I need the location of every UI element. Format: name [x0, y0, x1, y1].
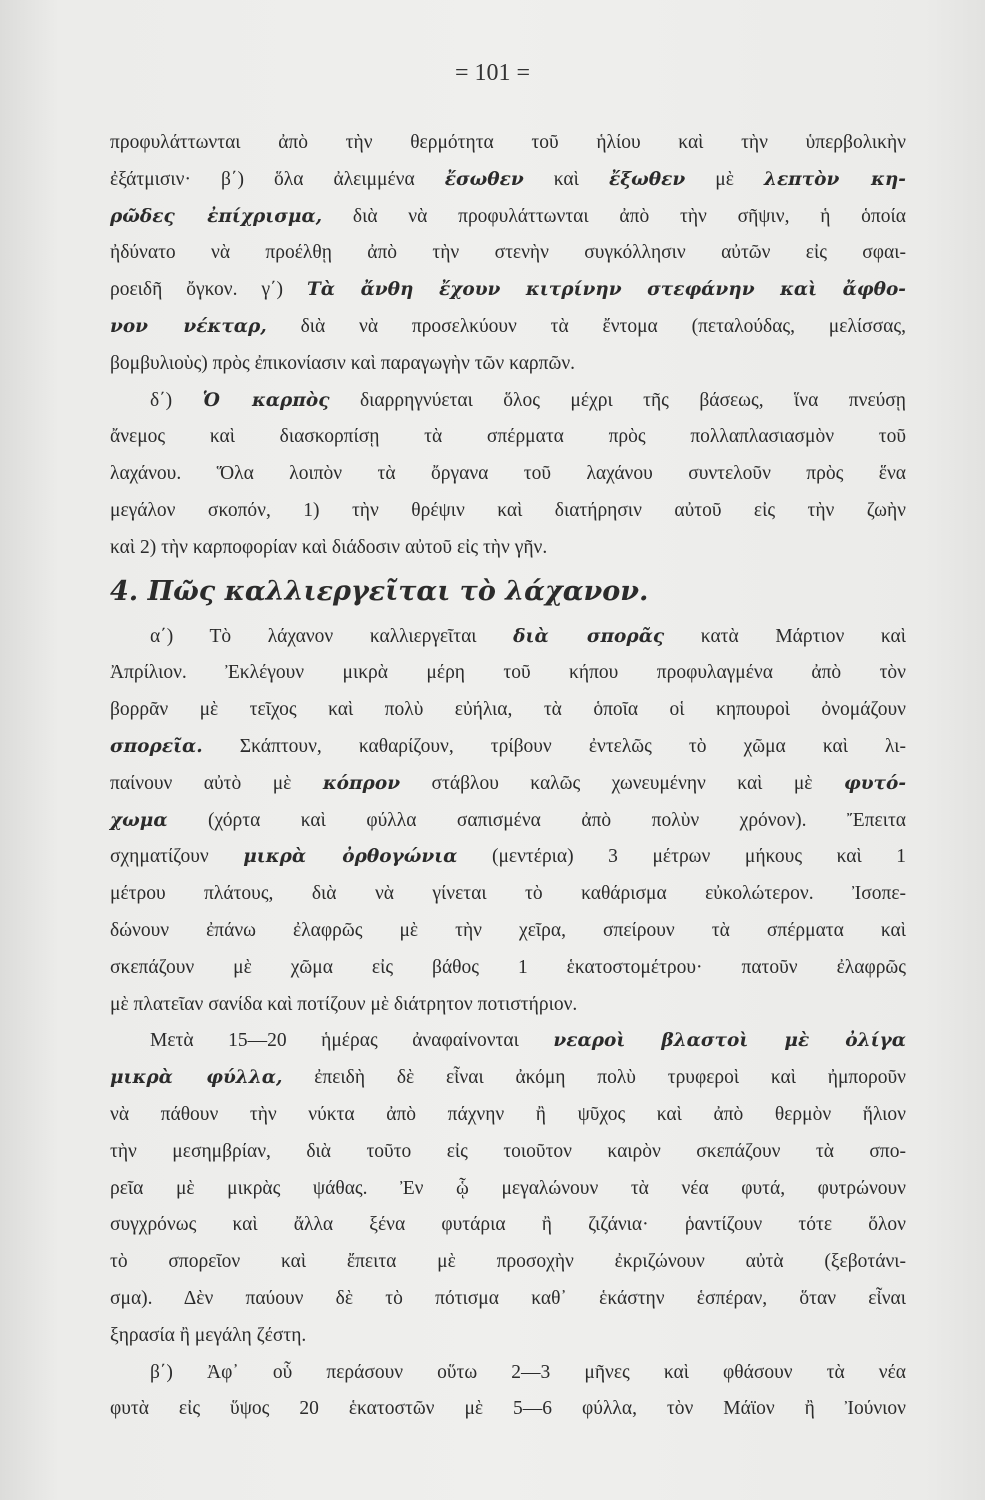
text-segment: προφυλάττωνται ἀπὸ τὴν θερμότητα τοῦ ἡλίου καὶ τὴν ὑπερβολικὴν [110, 132, 906, 153]
text-segment: β΄) Ἀφ᾽ οὗ περάσουν οὕτω 2—3 μῆνες καὶ φθάσουν τὰ νέα [150, 1361, 906, 1383]
text-segment: λαχάνου. Ὅλα λοιπὸν τὰ ὄργανα τοῦ λαχάνου συντελοῦν πρὸς ἕνα [110, 463, 906, 485]
emphasized-text: ρῶδες ἐπίχρισμα, [110, 205, 323, 227]
text-segment: ἄνεμος καὶ διασκορπίσῃ τὰ σπέρματα πρὸς πολλαπλασιασμὸν τοῦ [110, 426, 906, 448]
text-segment: ἐξάτμισιν· β΄) ὅλα ἀλειμμένα [110, 168, 445, 190]
text-line [110, 1281, 906, 1318]
text-segment: μέτρου πλάτους, διὰ νὰ γίνεται τὸ καθάρισμα εὐκολώτερον. Ἰσοπε- [110, 883, 906, 905]
text-line [110, 383, 906, 420]
text-segment: φυτὰ εἰς ὕψος 20 ἑκατοστῶν μὲ 5—6 φύλλα, τὸν Μάϊον ἢ Ἰούνιον [110, 1398, 906, 1420]
text-segment: μὲ [685, 168, 764, 190]
text-segment: βομβυλιοὺς) πρὸς ἐπικονίασιν καὶ παραγωγὴν τῶν καρπῶν. [110, 352, 576, 374]
text-segment: σκεπάζουν μὲ χῶμα εἰς βάθος 1 ἑκατοστομέτρου· πατοῦν ἐλαφρῶς [110, 956, 906, 978]
text-segment: μεγάλον σκοπόν, 1) τὴν θρέψιν καὶ διατήρησιν αὐτοῦ εἰς τὴν ζωὴν [110, 499, 906, 521]
emphasized-text: φυτό- [843, 772, 906, 794]
text-line [110, 987, 906, 1024]
text-line [110, 1134, 906, 1171]
text-segment: στάβλου καλῶς χωνευμένην καὶ μὲ [400, 772, 844, 794]
text-line [110, 913, 906, 950]
text-line [110, 1060, 906, 1097]
text-line [110, 839, 906, 876]
text-line [110, 803, 906, 840]
text-line [110, 729, 906, 766]
text-line [110, 309, 906, 346]
text-segment: δ΄) [150, 389, 203, 411]
text-segment: Σκάπτουν, καθαρίζουν, τρίβουν ἐντελῶς τὸ χῶμα καὶ λι- [202, 735, 906, 757]
text-segment: διὰ νὰ προσελκύουν τὰ ἔντομα (πεταλούδας, μελίσσας, [266, 315, 906, 337]
text-segment: τὸ σπορεῖον καὶ ἔπειτα μὲ προσοχὴν ἐκριζώνουν αὐτὰ (ξεβοτάνι- [110, 1251, 906, 1273]
text-line [110, 766, 906, 803]
text-segment: ξηρασία ἢ μεγάλη ζέστη. [110, 1324, 307, 1346]
emphasized-text: κόπρον [322, 772, 401, 794]
emphasized-text: χωμα [110, 809, 168, 831]
text-segment: κατὰ Μάρτιον καὶ [664, 625, 906, 647]
text-line [110, 456, 906, 493]
text-line [110, 530, 906, 567]
text-segment: μὲ πλατεῖαν σανίδα καὶ ποτίζουν μὲ διάτρητον ποτιστήριον. [110, 993, 578, 1015]
text-segment: ρεῖα μὲ μικρὰς ψάθας. Ἐν ᾧ μεγαλώνουν τὰ νέα φυτά, φυτρώνουν [110, 1177, 906, 1199]
text-segment: α΄) Τὸ λάχανον καλλιεργεῖται [150, 625, 514, 647]
text-line [110, 655, 906, 692]
emphasized-text: Ὁ καρπὸς [202, 389, 330, 411]
text-line [110, 1318, 906, 1355]
page-number: = 101 = [454, 60, 531, 86]
text-line [110, 199, 906, 236]
text-segment: παίνουν αὐτὸ μὲ [110, 772, 323, 794]
text-segment: καὶ 2) τὴν καρποφορίαν καὶ διάδοσιν αὐτοῦ εἰς τὴν γῆν. [110, 536, 548, 558]
text-line [110, 1391, 906, 1428]
emphasized-text: σπορεῖα. [110, 735, 203, 757]
text-line [110, 1355, 906, 1392]
text-segment: νὰ πάθουν τὴν νύκτα ἀπὸ πάχνην ἢ ψῦχος καὶ ἀπὸ θερμὸν ἥλιον [110, 1103, 906, 1125]
emphasized-text: μικρὰ φύλλα, [110, 1067, 283, 1089]
text-line [110, 1097, 906, 1134]
text-segment: δώνουν ἐπάνω ἐλαφρῶς μὲ τὴν χεῖρα, σπείρουν τὰ σπέρματα καὶ [110, 919, 906, 941]
text-line [110, 235, 906, 272]
text-segment: ἠδύνατο νὰ προέλθῃ ἀπὸ τὴν στενὴν συγκόλλησιν αὐτῶν εἰς σφαι- [110, 242, 906, 264]
text-line [110, 619, 906, 656]
text-line [110, 1244, 906, 1281]
text-segment: (χόρτα καὶ φύλλα σαπισμένα ἀπὸ πολὺν χρόνον). Ἔπειτα [167, 809, 906, 831]
text-line [110, 692, 906, 729]
text-line [110, 1023, 906, 1060]
body-text [110, 125, 906, 1428]
text-segment: ἐπειδὴ δὲ εἶναι ἀκόμη πολὺ τρυφεροὶ καὶ ἠμποροῦν [282, 1067, 906, 1089]
text-segment: Ἀπρίλιον. Ἐκλέγουν μικρὰ μέρη τοῦ κήπου προφυλαγμένα ἀπὸ τὸν [110, 662, 906, 684]
emphasized-text: μικρὰ ὀρθογώνια [243, 846, 458, 868]
text-line [110, 162, 906, 199]
text-line [110, 1171, 906, 1208]
text-segment: συγχρόνως καὶ ἄλλα ξένα φυτάρια ἢ ζιζάνια· ῥαντίζουν τότε ὅλον [110, 1214, 906, 1236]
text-line [110, 346, 906, 383]
text-line [110, 1207, 906, 1244]
emphasized-text: λεπτὸν κη- [763, 168, 906, 190]
text-line [110, 876, 906, 913]
text-segment: (μεντέρια) 3 μέτρων μήκους καὶ 1 [457, 846, 906, 868]
text-segment: διὰ νὰ προφυλάττωνται ἀπὸ τὴν σῆψιν, ἡ ὁποία [322, 205, 906, 227]
emphasized-text: ἔσωθεν [444, 168, 524, 190]
section-heading: 4. Πῶς καλλιεργεῖται τὸ λάχανον. [110, 575, 649, 607]
text-segment: σμα). Δὲν παύουν δὲ τὸ πότισμα καθ᾽ ἑκάστην ἑσπέραν, ὅταν εἶναι [110, 1287, 906, 1309]
emphasized-text: νον νέκταρ, [110, 315, 267, 337]
text-line [110, 272, 906, 309]
text-segment: σχηματίζουν [110, 846, 244, 868]
emphasized-text: νεαροὶ βλαστοὶ μὲ ὀλίγα [553, 1030, 907, 1052]
text-line [110, 950, 906, 987]
text-segment: καὶ [523, 168, 609, 190]
text-segment: διαρρηγνύεται ὅλος μέχρι τῆς βάσεως, ἵνα πνεύσῃ [329, 389, 907, 411]
text-segment: βορρᾶν μὲ τεῖχος καὶ πολὺ εὐήλια, τὰ ὁποῖα οἱ κηπουροὶ ὀνομάζουν [110, 699, 906, 721]
emphasized-text: Τὰ ἄνθη ἔχουν κιτρίνην στεφάνην καὶ ἄφθο- [307, 279, 906, 301]
text-segment: ροειδῆ ὄγκον. γ΄) [110, 279, 308, 301]
text-line [110, 125, 906, 162]
text-segment: Μετὰ 15—20 ἡμέρας ἀναφαίνονται [150, 1030, 554, 1052]
text-line [110, 493, 906, 530]
emphasized-text: διὰ σπορᾶς [513, 625, 665, 647]
text-line [110, 419, 906, 456]
text-segment: τὴν μεσημβρίαν, διὰ τοῦτο εἰς τοιοῦτον καιρὸν σκεπάζουν τὰ σπο- [110, 1140, 906, 1162]
emphasized-text: ἔξωθεν [608, 168, 686, 190]
